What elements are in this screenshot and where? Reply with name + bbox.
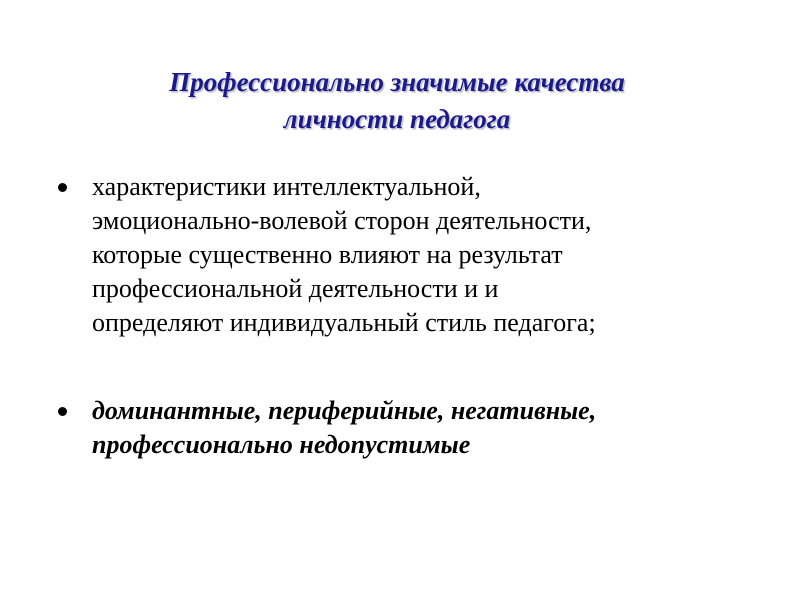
- bullet-line: которые существенно влияют на результат: [92, 240, 563, 269]
- bullet-text: [92, 394, 758, 462]
- bullet-line: доминантные, периферийные, негативные,: [92, 396, 597, 425]
- bullet-list: [58, 170, 758, 462]
- slide-title-line: Профессионально значимые качества: [169, 67, 625, 97]
- bullet-dot-icon: [58, 407, 67, 416]
- bullet-line: профессионально недопустимые: [92, 430, 471, 459]
- bullet-line: определяют индивидуальный стиль педагога;: [92, 308, 596, 337]
- bullet-line: эмоционально-волевой сторон деятельности,: [92, 206, 592, 235]
- slide-title: [0, 64, 794, 138]
- bullet-item-quality-types: [58, 394, 758, 462]
- bullet-text: [92, 170, 758, 340]
- bullet-item-characteristics: [58, 170, 758, 340]
- slide-title-line: личности педагога: [283, 104, 511, 134]
- bullet-line: характеристики интеллектуальной,: [92, 172, 481, 201]
- bullet-line: профессиональной деятельности и и: [92, 274, 499, 303]
- bullet-dot-icon: [58, 183, 67, 192]
